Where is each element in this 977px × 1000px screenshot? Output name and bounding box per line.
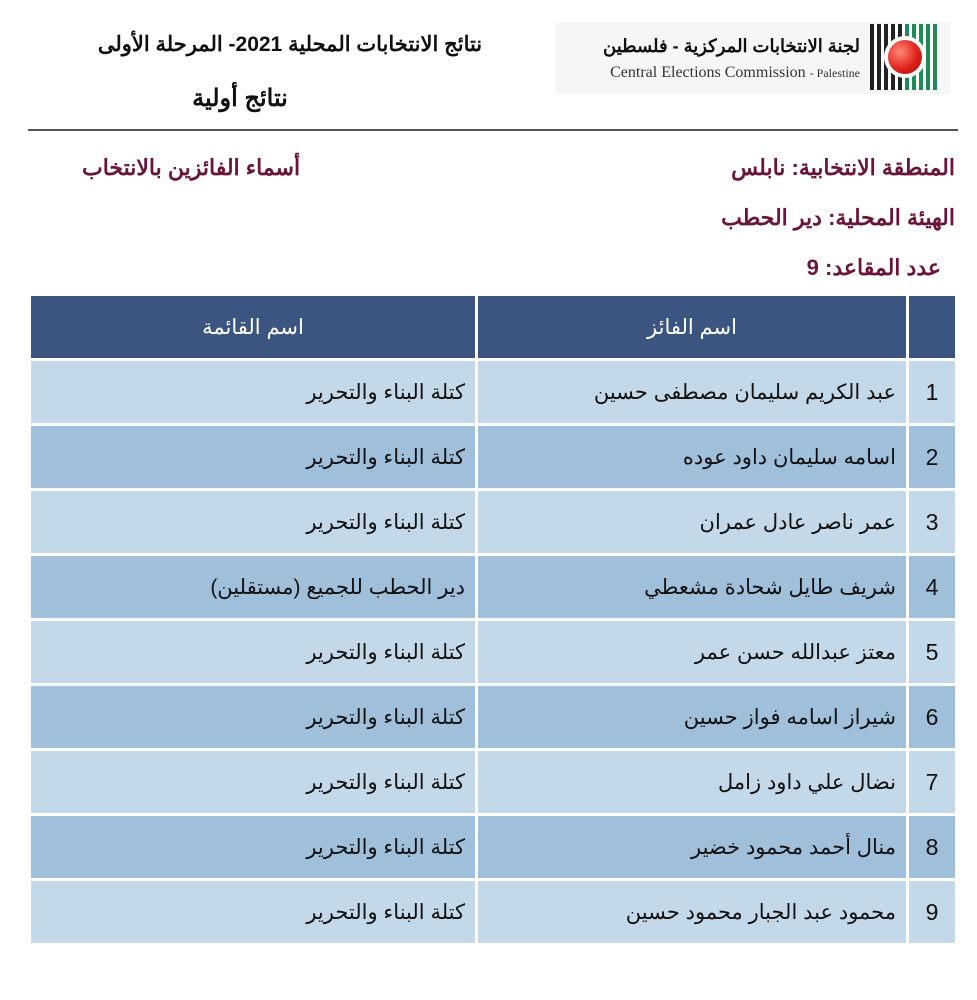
row-number: 9: [909, 881, 955, 943]
winner-name: محمود عبد الجبار محمود حسين: [478, 881, 906, 943]
local-body-label: الهيئة المحلية:: [828, 205, 955, 230]
cec-logo: [555, 22, 950, 94]
local-body-line: [721, 205, 955, 231]
table-row: [31, 751, 955, 813]
header-list-name: اسم القائمة: [31, 296, 475, 358]
table-row: [31, 426, 955, 488]
list-name: كتلة البناء والتحرير: [31, 491, 475, 553]
header-divider: [28, 129, 958, 131]
list-name: كتلة البناء والتحرير: [31, 751, 475, 813]
cec-emblem-icon: [870, 24, 940, 90]
winner-name: منال أحمد محمود خضير: [478, 816, 906, 878]
table-row: [31, 621, 955, 683]
winners-table: [28, 293, 958, 946]
seats-line: [807, 255, 941, 281]
winner-name: معتز عبدالله حسن عمر: [478, 621, 906, 683]
logo-arabic-text: لجنة الانتخابات المركزية - فلسطين: [603, 36, 860, 56]
row-number: 1: [909, 361, 955, 423]
table-row: [31, 686, 955, 748]
district-line: [731, 155, 955, 181]
list-name: كتلة البناء والتحرير: [31, 686, 475, 748]
header-winner-name: اسم الفائز: [478, 296, 906, 358]
list-name: كتلة البناء والتحرير: [31, 361, 475, 423]
header-number: [909, 296, 955, 358]
row-number: 6: [909, 686, 955, 748]
row-number: 2: [909, 426, 955, 488]
local-body-value: دير الحطب: [721, 205, 822, 230]
row-number: 4: [909, 556, 955, 618]
list-name: كتلة البناء والتحرير: [31, 881, 475, 943]
district-value: نابلس: [731, 155, 786, 180]
row-number: 3: [909, 491, 955, 553]
list-name: كتلة البناء والتحرير: [31, 621, 475, 683]
winner-name: اسامه سليمان داود عوده: [478, 426, 906, 488]
seats-value: 9: [806, 255, 819, 280]
row-number: 5: [909, 621, 955, 683]
winner-name: نضال علي داود زامل: [478, 751, 906, 813]
table-row: [31, 361, 955, 423]
logo-english-name: Central Elections Commission: [610, 64, 806, 81]
table-row: [31, 881, 955, 943]
row-number: 7: [909, 751, 955, 813]
logo-english-suffix: - Palestine: [809, 66, 860, 80]
row-number: 8: [909, 816, 955, 878]
winner-name: عبد الكريم سليمان مصطفى حسين: [478, 361, 906, 423]
table-header-row: [31, 296, 955, 358]
winners-heading: أسماء الفائزين بالانتخاب: [82, 155, 301, 180]
winner-name: شيراز اسامه فواز حسين: [478, 686, 906, 748]
winner-name: شريف طايل شحادة مشعطي: [478, 556, 906, 618]
winner-name: عمر ناصر عادل عمران: [478, 491, 906, 553]
list-name: دير الحطب للجميع (مستقلين): [31, 556, 475, 618]
list-name: كتلة البناء والتحرير: [31, 816, 475, 878]
document-title: نتائج الانتخابات المحلية 2021- المرحلة الأولى: [97, 33, 483, 56]
table-row: [31, 816, 955, 878]
district-label: المنطقة الانتخابية:: [791, 155, 955, 180]
document-subtitle: نتائج أولية: [192, 85, 288, 112]
table-row: [31, 491, 955, 553]
logo-english-text: [610, 64, 860, 82]
table-row: [31, 556, 955, 618]
list-name: كتلة البناء والتحرير: [31, 426, 475, 488]
seats-label: عدد المقاعد:: [825, 255, 941, 280]
